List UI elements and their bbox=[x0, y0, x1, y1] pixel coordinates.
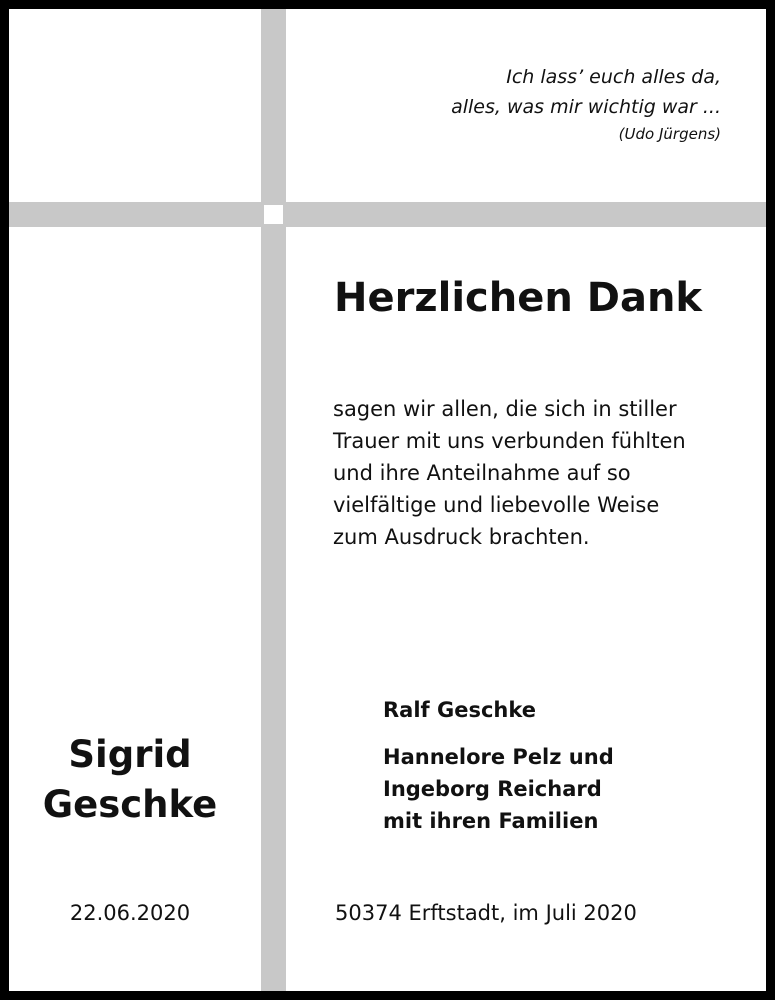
quote-line: alles, was mir wichtig war ... bbox=[451, 96, 721, 118]
quote-author: (Udo Jürgens) bbox=[618, 125, 721, 143]
thanks-message bbox=[333, 393, 686, 553]
quote-line: Ich lass’ euch alles da, bbox=[506, 66, 721, 88]
message-line: zum Ausdruck brachten. bbox=[333, 525, 590, 549]
deceased-first-name: Sigrid bbox=[68, 733, 192, 776]
cross-center bbox=[264, 205, 283, 224]
cross-vertical-bar bbox=[261, 9, 286, 991]
place-and-date: 50374 Erftstadt, im Juli 2020 bbox=[335, 901, 637, 925]
message-line: und ihre Anteilnahme auf so bbox=[333, 461, 631, 485]
page-title: Herzlichen Dank bbox=[334, 275, 703, 321]
message-line: Trauer mit uns verbunden fühlten bbox=[333, 429, 686, 453]
signer-name: Ralf Geschke bbox=[383, 698, 537, 722]
death-date: 22.06.2020 bbox=[69, 901, 191, 925]
deceased-last-name: Geschke bbox=[42, 783, 218, 826]
signer-line: Hannelore Pelz und bbox=[383, 745, 614, 769]
signers-block bbox=[383, 694, 614, 837]
message-line: vielfältige und liebevolle Weise bbox=[333, 493, 660, 517]
cross-horizontal-bar bbox=[9, 202, 766, 227]
signer-group bbox=[383, 741, 614, 837]
deceased-name bbox=[24, 730, 236, 830]
message-line: sagen wir allen, die sich in stiller bbox=[333, 397, 677, 421]
signer-line: Ingeborg Reichard bbox=[383, 777, 602, 801]
quote-block bbox=[451, 62, 721, 146]
signer-line: mit ihren Familien bbox=[383, 809, 599, 833]
